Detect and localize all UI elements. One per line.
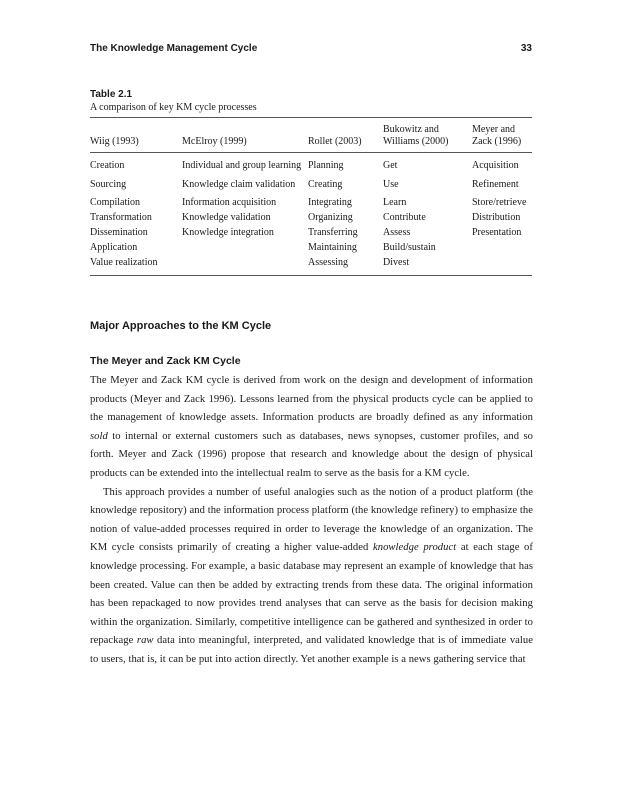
paragraph-2-emphasis-a: knowledge product	[372, 542, 457, 554]
paragraph-2-text-c: data into meaningful, interpreted, and validated knowledge that is of immediate value to users, that is, it can be put into action directly. Yet another example is a news gathering service that	[90, 635, 534, 665]
header-meyer-line-1: Meyer and	[472, 124, 516, 135]
header-bukowitz-line-1: Bukowitz and	[383, 124, 439, 135]
cell-bukowitz: Contribute	[383, 212, 426, 223]
table-caption	[90, 88, 532, 114]
table-row	[90, 241, 532, 256]
table-header-row	[90, 118, 532, 153]
page-number: 33	[520, 43, 532, 54]
paragraph-2	[90, 484, 533, 670]
header-meyer-line-2: Zack (1996)	[472, 136, 522, 147]
cell-wiig: Creation	[90, 160, 125, 171]
cell-wiig: Value realization	[90, 256, 182, 276]
cell-bukowitz: Build/sustain	[383, 242, 436, 253]
table-number: Table 2.1	[90, 89, 133, 100]
header-wiig: Wiig (1993)	[90, 118, 182, 153]
cell-mcelroy: Knowledge validation	[182, 212, 271, 223]
paragraph-1-text-a: The Meyer and Zack KM cycle is derived from work on the design and development of information products (Meyer and Zack 1996). Lessons learned from the physical products cycle can be applied to the management of knowledge assets. Information products are broadly defined as any information	[90, 375, 533, 424]
paragraph-2-emphasis-b: raw	[136, 635, 154, 647]
cell-bukowitz: Learn	[383, 197, 407, 208]
table-title: A comparison of key KM cycle processes	[90, 102, 257, 113]
cell-rollet: Organizing	[308, 212, 353, 223]
cell-mcelroy: Information acquisition	[182, 197, 277, 208]
cell-meyer	[472, 241, 532, 256]
header-rollet: Rollet (2003)	[308, 118, 383, 153]
header-bukowitz	[383, 118, 472, 153]
header-mcelroy: McElroy (1999)	[182, 118, 308, 153]
table-row	[90, 256, 532, 276]
cell-bukowitz: Use	[383, 178, 399, 190]
cell-bukowitz: Get	[383, 160, 398, 171]
cell-rollet: Creating	[308, 178, 343, 190]
table-row	[90, 196, 532, 211]
paragraph-2-text-b: at each stage of knowledge processing. For example, a basic database may represent an example of knowledge that has been created. Value can then be added by extracting trends from these data. The original information has been repackaged to now provides trend analyses that can serve as the basis for decision making within the organization. Similarly, competitive intelligence can be gathered and synthesized in order to repackage	[90, 542, 533, 647]
table-row	[90, 226, 532, 241]
section-heading: Major Approaches to the KM Cycle	[90, 320, 272, 332]
cell-meyer: Presentation	[472, 227, 522, 238]
cell-rollet: Maintaining	[308, 242, 357, 253]
cell-mcelroy: Individual and group learning	[182, 160, 302, 171]
cell-meyer	[472, 256, 532, 276]
cell-mcelroy: Knowledge claim validation	[182, 178, 296, 190]
cell-rollet: Transferring	[308, 227, 358, 238]
cell-mcelroy	[182, 256, 308, 276]
cell-wiig: Compilation	[90, 197, 140, 208]
cell-bukowitz: Assess	[383, 227, 411, 238]
sub-heading: The Meyer and Zack KM Cycle	[90, 355, 241, 367]
table-row	[90, 153, 532, 178]
paragraph-2-text-a: This approach provides a number of useful analogies such as the notion of a product platform (the knowledge repository) and the information process platform (the knowledge refinery) to emphasize the notion of value-added processes required in order to leverage the knowledge of an organization. The KM cycle consists primarily of creating a higher value-added	[90, 486, 533, 554]
header-bukowitz-line-2: Williams (2000)	[383, 136, 449, 147]
table-row	[90, 177, 532, 196]
cell-wiig: Transformation	[90, 212, 152, 223]
cell-meyer: Distribution	[472, 212, 521, 223]
paragraph-1	[90, 372, 533, 484]
cell-wiig: Application	[90, 242, 138, 253]
cell-mcelroy: Knowledge integration	[182, 227, 274, 238]
cell-wiig: Sourcing	[90, 178, 127, 190]
paragraph-1-text-b: to internal or external customers such as databases, news synopses, customer profiles, and so forth. Meyer and Zack (1996) propose that research and knowledge about the design of physical products can be extended into the intellectual realm to serve as the basis for a KM cycle.	[90, 430, 533, 479]
header-meyer	[472, 118, 532, 153]
paragraph-1-emphasis: sold	[90, 430, 108, 442]
cell-wiig: Dissemination	[90, 227, 148, 238]
cell-meyer: Store/retrieve	[472, 197, 527, 208]
running-head	[90, 43, 532, 54]
cell-bukowitz: Divest	[383, 256, 472, 276]
km-cycle-comparison-table	[90, 117, 532, 276]
cell-mcelroy	[182, 241, 308, 256]
cell-meyer: Acquisition	[472, 160, 519, 171]
table-row	[90, 211, 532, 226]
running-head-title: The Knowledge Management Cycle	[90, 43, 258, 54]
cell-rollet: Planning	[308, 160, 344, 171]
cell-meyer: Refinement	[472, 178, 519, 190]
cell-rollet: Integrating	[308, 197, 352, 208]
cell-rollet: Assessing	[308, 256, 383, 276]
body-text	[90, 372, 533, 670]
